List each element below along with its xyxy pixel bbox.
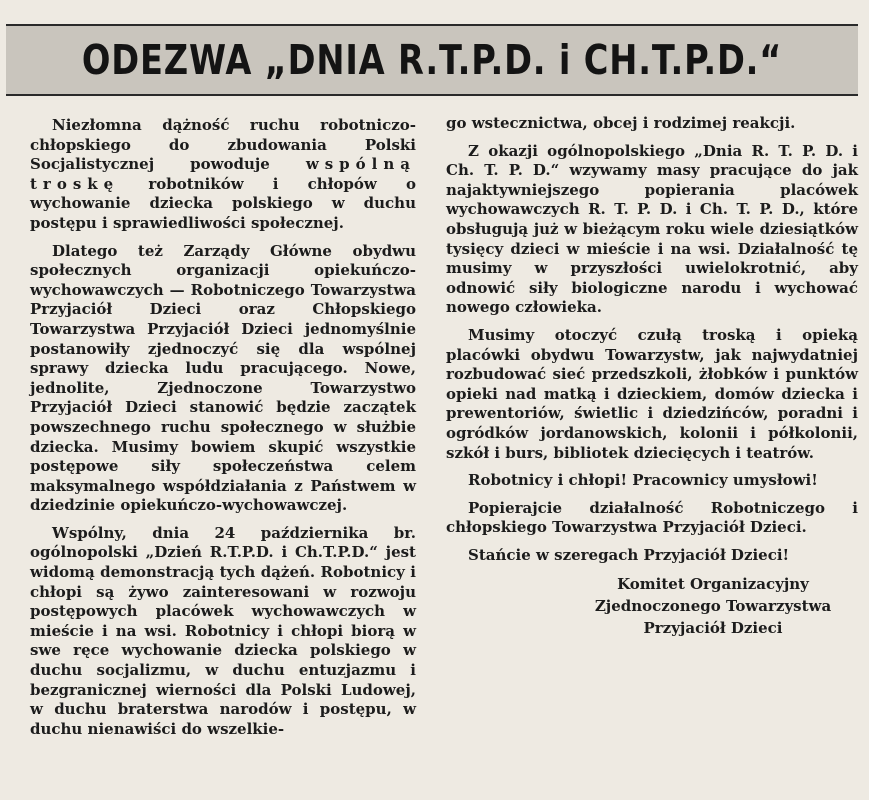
paragraph-continuation: go wstecznictwa, obcej i rodzimej reakcji. bbox=[446, 114, 796, 132]
paragraph-7: Popierajcie działalność Robotniczego i chłopskiego Towarzystwa Przyjaciół Dzieci. bbox=[446, 498, 858, 537]
emphasis-wspolna: wspólną bbox=[305, 155, 416, 174]
signature-line-3: Przyjaciół Dzieci bbox=[643, 619, 783, 638]
left-column bbox=[30, 116, 416, 747]
paragraph-1-end: robotników i chłopów o wychowanie dziecka polskiego w duchu postępu i sprawiedliwości społecznej. bbox=[30, 174, 416, 232]
paragraph-8: Stańcie w szeregach Przyjaciół Dzieci! bbox=[468, 545, 790, 564]
right-column bbox=[446, 114, 858, 639]
headline-banner bbox=[6, 24, 858, 96]
emphasis-troske: troskę bbox=[30, 174, 120, 193]
signature-block bbox=[568, 573, 858, 639]
paragraph-1-start: Niezłomna dążność ruchu robotniczo-chłopskiego do zbudowania Polski Socjalistycznej powoduje bbox=[30, 116, 416, 174]
paragraph-2: Dlatego też Zarządy Główne obydwu społecznych organizacji opiekuńczo-wychowawczych — Robotniczego Towarzystwa Przyjaciół Dzieci oraz Chłopskiego Towarzystwa Przyjaciół Dzieci jednomyślnie postanowiły zjednoczyć się dla wspólnej sprawy dziecka ludu pracującego. Nowe, jednolite, Zjednoczone Towarzystwo Przyjaciół Dzieci stanowić będzie zaczątek powszechnego ruchu społecznego w służbie dziecka. Musimy bowiem skupić wszystkie postępowe siły społeczeństwa celem maksymalnego współdziałania z Państwem w dziedzinie opiekuńczo-wychowawczej. bbox=[30, 241, 416, 515]
paragraph-3: Wspólny, dnia 24 października br. ogólnopolski „Dzień R.T.P.D. i Ch.T.P.D.“ jest widomą demonstracją tych dążeń. Robotnicy i chłopi są żywo zainteresowani w rozwoju postępowych placówek wychowawczych w mieście i na wsi. Robotnicy i chłopi biorą w swe ręce wychowanie dziecka polskiego w duchu socjalizmu, w duchu entuzjazmu i bezgranicznej wierności dla Polski Ludowej, w duchu braterstwa narodów i postępu, w duchu nienawiści do wszelkie- bbox=[30, 523, 416, 738]
headline: ODEZWA „DNIA R.T.P.D. i CH.T.P.D.“ bbox=[81, 36, 783, 84]
signature-line-2: Zjednoczonego Towarzystwa bbox=[594, 597, 832, 616]
paragraph-4: Z okazji ogólnopolskiego „Dnia R. T. P. D. i Ch. T. P. D.“ wzywamy masy pracujące do jak najaktywniejszego popierania placówek wychowawczych R. T. P. D. i Ch. T. P. D., które obsługują już w bieżącym roku wiele dziesiątków tysięcy dzieci w mieście i na wsi. Działalność tę musimy w przyszłości uwielokrotnić, aby odnowić siły biologiczne narodu i wychować nowego człowieka. bbox=[446, 141, 858, 317]
paragraph-1 bbox=[30, 116, 416, 234]
signature-line-1: Komitet Organizacyjny bbox=[617, 575, 809, 594]
paragraph-5: Musimy otoczyć czułą troską i opieką placówki obydwu Towarzystw, jak najwydatniej rozbudować sieć przedszkoli, żłobków i punktów opieki nad matką i dzieckiem, domów dziecka i prewentoriów, świetlic i dziedzińców, poradni i ogródków jordanowskich, kolonii i półkolonii, szkół i burs, bibliotek dziecięcych i teatrów. bbox=[446, 325, 858, 462]
paragraph-6: Robotnicy i chłopi! Pracownicy umysłowi! bbox=[468, 471, 818, 490]
